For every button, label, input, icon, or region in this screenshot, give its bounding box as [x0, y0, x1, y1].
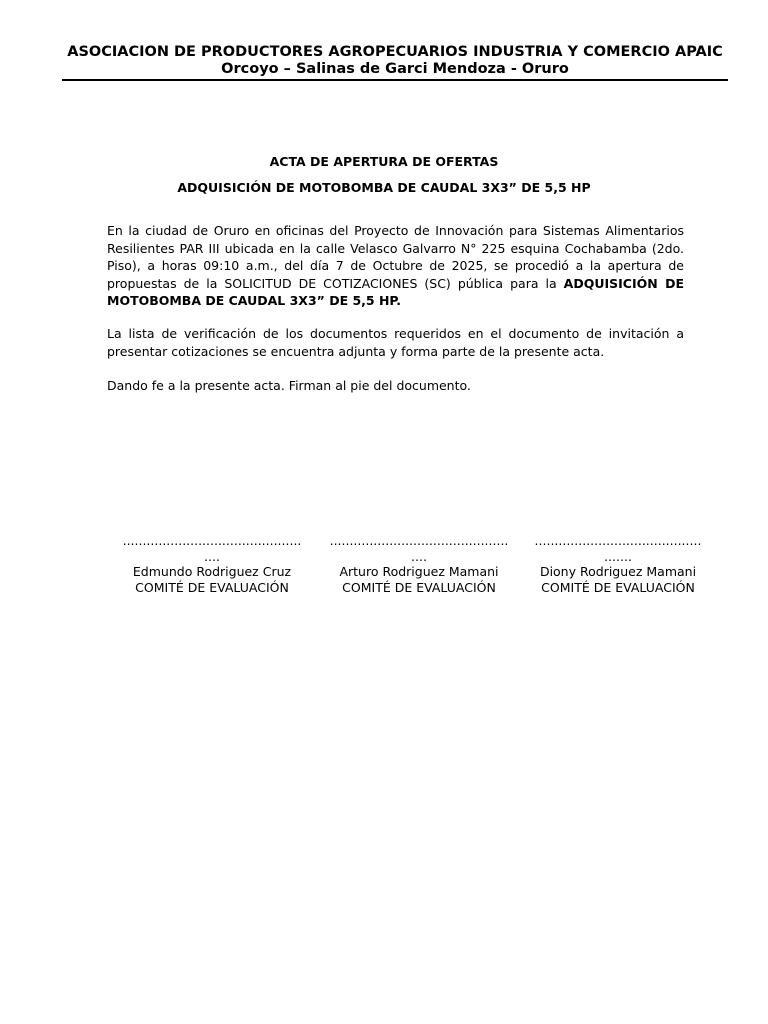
signature-block-3 [529, 533, 707, 595]
signatory-name: Arturo Rodriguez Mamani [339, 564, 499, 579]
paragraph-opening [107, 222, 684, 310]
header-location: Orcoyo – Salinas de Garci Mendoza - Oruro [221, 61, 569, 77]
signatory-role: COMITÉ DE EVALUACIÓN [135, 579, 289, 595]
signature-block-2 [324, 533, 514, 595]
signature-line: ............................................. [122, 533, 302, 548]
signature-line: ............................................. [329, 533, 509, 548]
document-subtitle: ADQUISICIÓN DE MOTOBOMBA DE CAUDAL 3X3” DE 5,5 HP [177, 180, 591, 195]
signature-line-cont: .... [411, 548, 427, 564]
paragraph-closing: Dando fe a la presente acta. Firman al pie del documento. [107, 378, 471, 393]
paragraph-verification: La lista de verificación de los documentos requeridos en el documento de invitación a presentar cotizaciones se encuentra adjunta y forma parte de la presente acta. [107, 326, 684, 359]
signatory-name: Diony Rodriguez Mamani [539, 564, 697, 579]
signature-line-cont: .... [204, 548, 220, 564]
header-organization: ASOCIACION DE PRODUCTORES AGROPECUARIOS INDUSTRIA Y COMERCIO APAIC [67, 44, 723, 60]
signatory-role: COMITÉ DE EVALUACIÓN [541, 579, 695, 595]
signature-line-cont: ....... [604, 548, 632, 564]
paragraph-opening-text: En la ciudad de Oruro en oficinas del Proyecto de Innovación para Sistemas Alimentarios Resilientes PAR III ubicada en la calle Velasco Galvarro N° 225 esquina Cochabamba (2do. Piso), a horas 09:10 a.m., del día 7 de Octubre de 2025, se procedió a la apertura de propuestas de la SOLICITUD DE COTIZACIONES (SC) pública para la [107, 223, 684, 291]
signature-block-1 [117, 533, 307, 595]
document-header [62, 44, 728, 81]
document-title: ACTA DE APERTURA DE OFERTAS [269, 154, 499, 169]
signatory-role: COMITÉ DE EVALUACIÓN [342, 579, 496, 595]
signature-line: .......................................... [534, 533, 702, 548]
paragraph-opening-bold: ADQUISICIÓN DE MOTOBOMBA DE CAUDAL 3X3” DE 5,5 HP. [107, 275, 685, 308]
signatory-name: Edmundo Rodriguez Cruz [132, 564, 292, 579]
